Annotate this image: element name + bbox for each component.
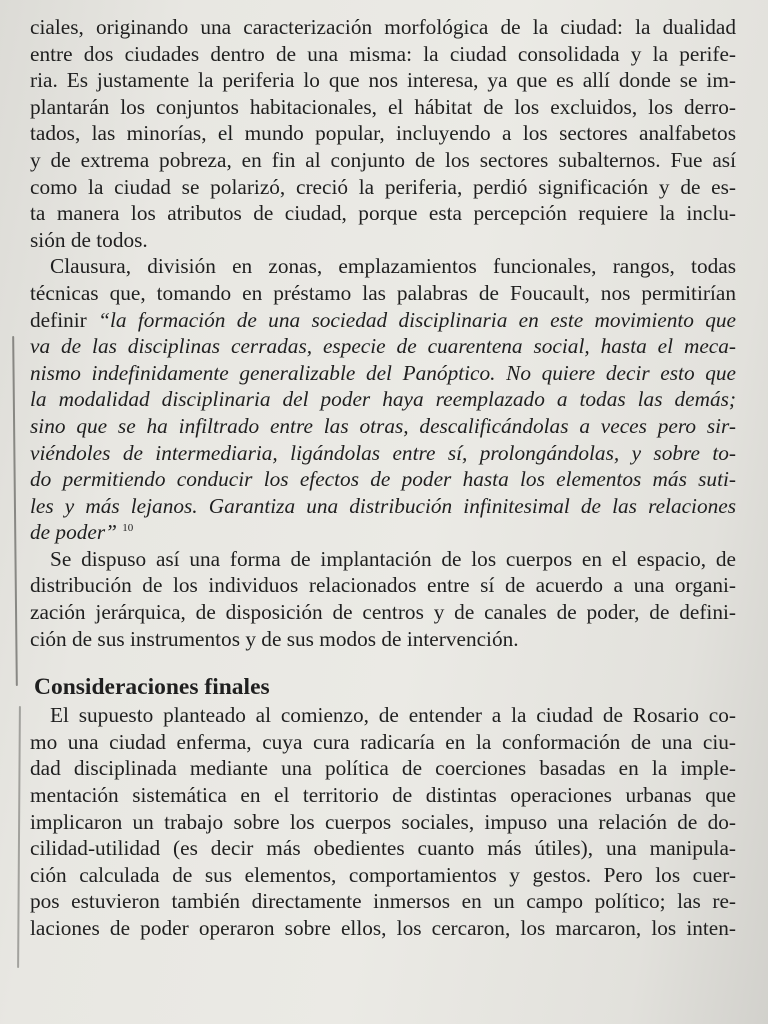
text-line: mo una ciudad enferma, cuya cura radicaría en la conformación de una ciu- — [30, 729, 736, 754]
text-line — [30, 519, 736, 546]
paragraph-implantacion — [30, 546, 736, 652]
text-line: dad disciplinada mediante una política de coerciones basadas en la imple- — [30, 756, 736, 781]
quote-line: va de las disciplinas cerradas, especie de cuarentena social, hasta el meca- — [30, 334, 736, 359]
text-line: como la ciudad se polarizó, creció la periferia, perdió significación y de es- — [30, 174, 736, 199]
text-line: cilidad-utilidad (es decir más obedientes cuanto más útiles), una manipula- — [30, 836, 736, 861]
text-line: El supuesto planteado al comienzo, de entender a la ciudad de Rosario co- — [50, 703, 736, 728]
text-line: implicaron un trabajo sobre los cuerpos sociales, impuso una relación de do- — [30, 809, 736, 834]
paragraph-supuesto — [30, 702, 736, 941]
text-line: ria. Es justamente la periferia lo que nos interesa, ya que es allí donde se im- — [30, 68, 736, 93]
text-line: ción de sus instrumentos y de sus modos de intervención. — [30, 626, 519, 651]
paragraph-foucault-quote — [30, 253, 736, 546]
text-line — [30, 307, 736, 334]
text-line: plantarán los conjuntos habitacionales, el hábitat de los excluidos, los derro- — [30, 94, 736, 119]
quote-end: de poder” — [30, 520, 117, 545]
text-line: pos estuvieron también directamente inmersos en un campo político; las re- — [30, 889, 736, 914]
text-line: técnicas que, tomando en préstamo las palabras de Foucault, nos permitirían — [30, 280, 736, 305]
book-page-text — [30, 14, 736, 942]
quote-line: do permitiendo conducir los efectos de poder hasta los elementos más suti- — [30, 467, 736, 492]
footnote-marker: 10 — [122, 522, 134, 535]
text-line: sión de todos. — [30, 227, 148, 252]
pencil-margin-mark — [17, 706, 21, 968]
quote-line: les y más lejanos. Garantiza una distribución infinitesimal de las relaciones — [30, 493, 736, 518]
text-line: ta manera los atributos de ciudad, porque esta percepción requiere la inclu- — [30, 201, 736, 226]
text-line: Se dispuso así una forma de implantación de los cuerpos en el espacio, de — [50, 546, 736, 571]
pencil-margin-mark — [12, 336, 18, 686]
quote-line: viéndoles de intermediaria, ligándolas entre sí, prolongándolas, y sobre to- — [30, 440, 736, 465]
text-line: tados, las minorías, el mundo popular, incluyendo a los sectores analfabetos — [30, 121, 736, 146]
quote-line: sino que se ha infiltrado entre las otras, descalificándolas a veces pero sir- — [30, 413, 736, 438]
quote-line: la modalidad disciplinaria del poder haya reemplazado a todas las demás; — [30, 387, 736, 412]
quote-text: “la formación de una sociedad disciplinaria en este movimiento que — [98, 307, 736, 332]
text-line: mentación sistemática en el territorio de distintas operaciones urbanas que — [30, 783, 736, 808]
text-line: entre dos ciudades dentro de una misma: la ciudad consolidada y la perife- — [30, 41, 736, 66]
quote-lead-in: definir — [30, 307, 99, 332]
quote-line: nismo indefinidamente generalizable del Panóptico. No quiere decir esto que — [30, 360, 736, 385]
text-line: zación jerárquica, de disposición de centros y de canales de poder, de defini- — [30, 600, 736, 625]
paragraph-periferia — [30, 14, 736, 253]
text-line: ción calculada de sus elementos, comportamientos y gestos. Pero los cuer- — [30, 862, 736, 887]
text-line: laciones de poder operaron sobre ellos, los cercaron, los marcaron, los inten- — [30, 916, 736, 940]
text-line: distribución de los individuos relacionados entre sí de acuerdo a una organi- — [30, 573, 736, 598]
text-line: y de extrema pobreza, en fin al conjunto de los sectores subalternos. Fue así — [30, 147, 736, 172]
text-line: Clausura, división en zonas, emplazamientos funcionales, rangos, todas — [50, 254, 736, 279]
text-line: ciales, originando una caracterización morfológica de la ciudad: la dualidad — [30, 15, 736, 39]
section-heading: Consideraciones finales — [34, 674, 270, 701]
